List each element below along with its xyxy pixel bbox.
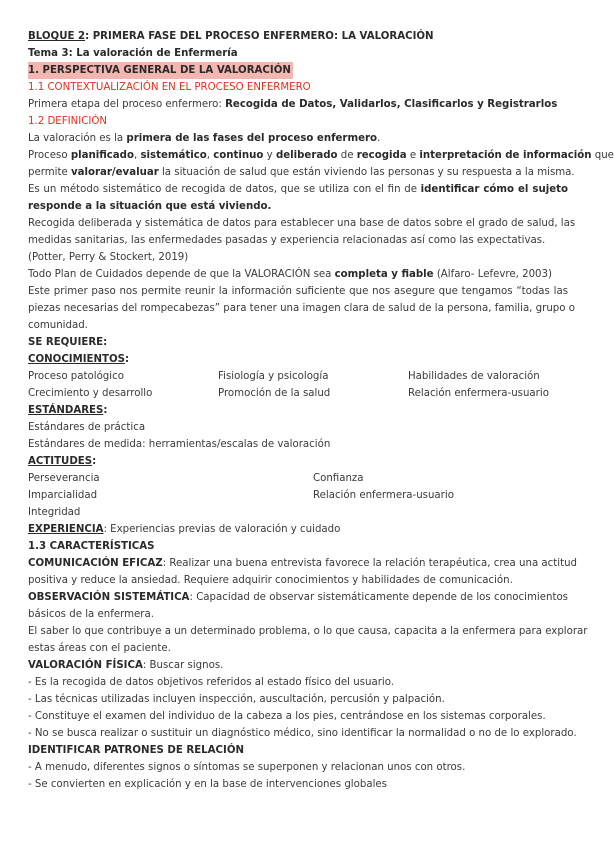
text-run: (Alfaro- Lefevre, 2003): [433, 269, 552, 280]
section-1-3-title: 1.3 CARACTERÍSTICAS: [28, 541, 155, 552]
comunicacion-line-1: [28, 555, 578, 572]
list-item: Imparcialidad: [28, 490, 98, 501]
text-run: Todo Plan de Cuidados depende de que la VALORACIÓN sea: [28, 269, 335, 280]
section-1-title-text: 1. PERSPECTIVA GENERAL DE LA VALORACIÓN: [28, 62, 293, 79]
block-label: BLOQUE 2: [28, 31, 86, 42]
text-run-bold: primera de las fases del proceso enfermero: [126, 133, 378, 144]
list-item: Estándares de práctica: [28, 422, 146, 433]
experiencia-text: : Experiencias previas de valoración y cuidado: [103, 524, 341, 535]
observacion-line-1: [28, 589, 568, 606]
paragraph-proceso-line-1: [28, 147, 614, 164]
saber-line-2: estas áreas con el paciente.: [28, 643, 171, 654]
text-run: e: [406, 150, 420, 161]
text-run-bold: Recogida de Datos, Validarlos, Clasificarlos y Registrarlos: [225, 99, 558, 110]
conocimientos-row: [28, 385, 568, 402]
comunicacion-label: COMUNICACIÓN EFICAZ: [28, 558, 163, 569]
list-item: - Se convierten en explicación y en la base de intervenciones globales: [28, 779, 387, 790]
text-run-bold: interpretación de información: [419, 150, 592, 161]
paragraph-metodo-line-1: [28, 181, 568, 198]
text-run: de: [337, 150, 357, 161]
section-1-1-title: 1.1 CONTEXTUALIZACIÓN EN EL PROCESO ENFERMERO: [28, 82, 311, 93]
text-run-bold: valorar/evaluar: [71, 167, 159, 178]
valoracion-fisica-label: VALORACIÓN FÍSICA: [28, 660, 143, 671]
list-item: Integridad: [28, 507, 81, 518]
citation-potter: (Potter, Perry & Stockert, 2019): [28, 252, 189, 263]
text-run: ,: [206, 150, 214, 161]
text-run: ,: [133, 150, 141, 161]
saber-line-1: El saber lo que contribuye a un determinado problema, o lo que causa, capacita a la enfermera para explorar: [28, 626, 588, 637]
list-item: Crecimiento y desarrollo: [28, 388, 153, 399]
text-run-bold: recogida: [356, 150, 407, 161]
section-1-2-title: 1.2 DEFINICIÓN: [28, 116, 107, 127]
paragraph-primer-paso-line-3: comunidad.: [28, 320, 88, 331]
paragraph-plan-cuidados: [28, 266, 568, 283]
colon: :: [124, 354, 130, 365]
text-run: La valoración es la: [28, 133, 127, 144]
text-run: Proceso: [28, 150, 71, 161]
text-run: y: [263, 150, 276, 161]
text-run: : Buscar signos.: [142, 660, 224, 671]
observacion-line-2: básicos de la enfermera.: [28, 609, 154, 620]
actitudes-row: [28, 504, 568, 521]
paragraph-primer-paso-line-1: Este primer paso nos permite reunir la información suficiente que nos asegure que tengamos “todas las: [28, 286, 568, 297]
text-run: Primera etapa del proceso enfermero:: [28, 99, 226, 110]
paragraph-contextualizacion: [28, 96, 568, 113]
list-item: Fisiología y psicología: [218, 371, 329, 382]
list-item: Perseverancia: [28, 473, 100, 484]
text-run-bold: continuo: [213, 150, 264, 161]
text-run: : Capacidad de observar sistemáticamente depende de los conocimientos: [189, 592, 568, 603]
list-item: Confianza: [313, 473, 364, 484]
block-title: [28, 28, 568, 45]
paragraph-definicion: [28, 130, 568, 147]
list-item: - Es la recogida de datos objetivos referidos al estado físico del usuario.: [28, 677, 395, 688]
experiencia-label: EXPERIENCIA: [28, 524, 104, 535]
text-run-bold: planificado: [70, 150, 134, 161]
actitudes-row: [28, 470, 568, 487]
text-run-bold: deliberado: [275, 150, 338, 161]
requires-title: SE REQUIERE:: [28, 337, 108, 348]
list-item: - A menudo, diferentes signos o síntomas se superponen y relacionan unos con otros.: [28, 762, 466, 773]
paragraph-proceso-line-2: [28, 164, 575, 181]
actitudes-label: ACTITUDES: [28, 456, 93, 467]
list-item: - Las técnicas utilizadas incluyen inspección, auscultación, percusión y palpación.: [28, 694, 445, 705]
paragraph-recogida-line-2: medidas sanitarias, las enfermedades pasadas y experiencia relacionadas así como las expectativas.: [28, 235, 546, 246]
list-item: Relación enfermera-usuario: [408, 388, 549, 399]
patrones-heading: IDENTIFICAR PATRONES DE RELACIÓN: [28, 745, 245, 756]
text-run-bold: completa y fiable: [334, 269, 434, 280]
block-title-text: : PRIMERA FASE DEL PROCESO ENFERMERO: LA VALORACIÓN: [85, 31, 434, 42]
conocimientos-heading: [28, 351, 568, 368]
list-item: Relación enfermera-usuario: [313, 490, 454, 501]
list-item: - No se busca realizar o sustituir un diagnóstico médico, sino identificar la normalidad o no de lo explorado.: [28, 728, 577, 739]
text-run: que: [591, 150, 614, 161]
comunicacion-line-2: positiva y reduce la ansiedad. Requiere adquirir conocimientos y habilidades de comunicación.: [28, 575, 513, 586]
text-run: : Realizar una buena entrevista favorece la relación terapéutica, crea una actitud: [162, 558, 578, 569]
paragraph-primer-paso-line-2: piezas necesarias del rompecabezas” para tener una imagen clara de salud de la persona, familia, grupo o: [28, 303, 575, 314]
estandares-label: ESTÁNDARES: [28, 405, 104, 416]
list-item: - Constituye el examen del individuo de la cabeza a los pies, centrándose en los sistemas corporales.: [28, 711, 546, 722]
list-item: Proceso patológico: [28, 371, 124, 382]
conocimientos-label: CONOCIMIENTOS: [28, 354, 125, 365]
topic-title: Tema 3: La valoración de Enfermería: [28, 48, 238, 59]
document-page: [28, 28, 614, 793]
text-run: permite: [28, 167, 71, 178]
experiencia-line: [28, 521, 568, 538]
valoracion-fisica-line: [28, 657, 568, 674]
actitudes-heading: [28, 453, 568, 470]
text-run-bold: sistemático: [140, 150, 207, 161]
text-run: .: [377, 133, 381, 144]
conocimientos-row: [28, 368, 568, 385]
list-item: Habilidades de valoración: [408, 371, 540, 382]
section-1-title: [28, 62, 568, 79]
actitudes-row: [28, 487, 568, 504]
paragraph-metodo-line-2: responde a la situación que está viviendo.: [28, 201, 272, 212]
text-run-bold: identificar cómo el sujeto: [420, 184, 568, 195]
estandares-heading: [28, 402, 568, 419]
text-run: la situación de salud que están viviendo las personas y su respuesta a la misma.: [158, 167, 575, 178]
paragraph-recogida-line-1: Recogida deliberada y sistemática de datos para establecer una base de datos sobre el grado de salud, las: [28, 218, 576, 229]
list-item: Estándares de medida: herramientas/escalas de valoración: [28, 439, 331, 450]
observacion-label: OBSERVACIÓN SISTEMÁTICA: [28, 592, 190, 603]
colon: :: [103, 405, 108, 416]
text-run: Es un método sistemático de recogida de datos, que se utiliza con el fin de: [28, 184, 421, 195]
list-item: Promoción de la salud: [218, 388, 331, 399]
colon: :: [92, 456, 97, 467]
